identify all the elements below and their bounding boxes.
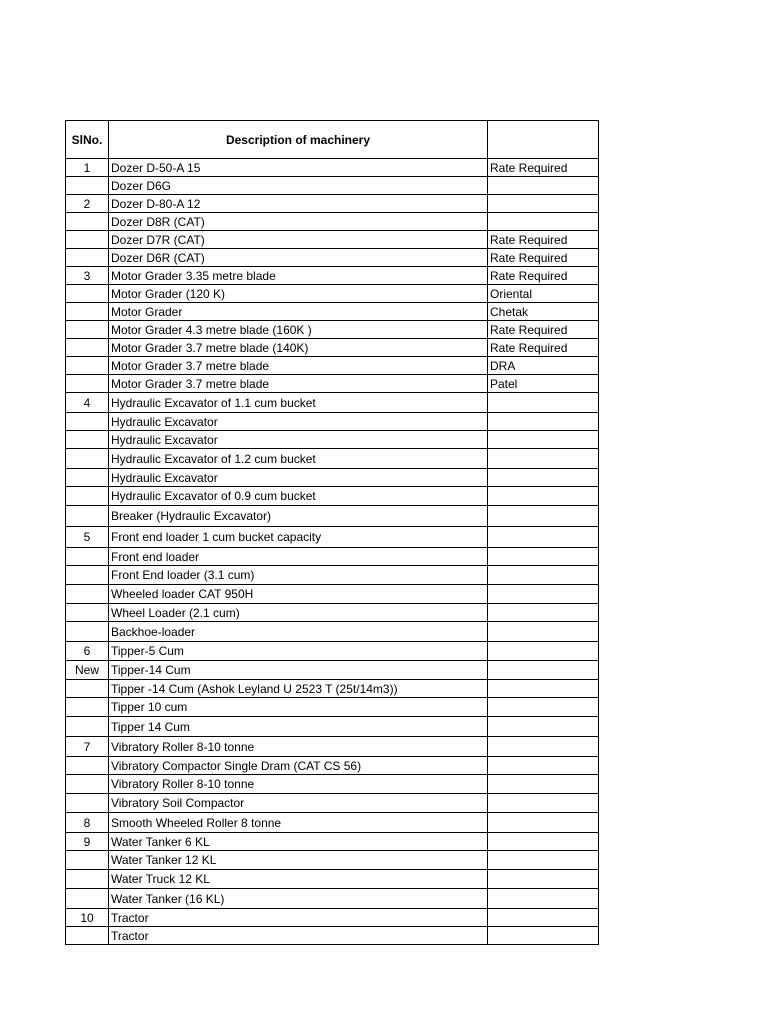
cell-sl-no[interactable] xyxy=(66,339,109,357)
cell-sl-no[interactable] xyxy=(66,717,109,737)
cell-remark[interactable] xyxy=(488,717,599,737)
table-row xyxy=(66,357,599,375)
cell-description[interactable]: Tipper 10 cum xyxy=(109,698,488,717)
table-row xyxy=(66,813,599,833)
table-row xyxy=(66,393,599,413)
cell-description[interactable]: Hydraulic Excavator of 1.1 cum bucket xyxy=(109,393,488,413)
cell-sl-no[interactable] xyxy=(66,487,109,506)
cell-remark[interactable] xyxy=(488,548,599,566)
cell-description[interactable]: Tipper 14 Cum xyxy=(109,717,488,737)
cell-description[interactable]: Vibratory Compactor Single Dram (CAT CS 56) xyxy=(109,757,488,775)
cell-description[interactable]: Hydraulic Excavator xyxy=(109,413,488,431)
cell-sl-no[interactable] xyxy=(66,775,109,794)
cell-description[interactable]: Front end loader xyxy=(109,548,488,566)
cell-description[interactable]: Hydraulic Excavator of 1.2 cum bucket xyxy=(109,449,488,469)
table-row xyxy=(66,889,599,909)
cell-description[interactable]: Vibratory Soil Compactor xyxy=(109,794,488,813)
cell-sl-no[interactable] xyxy=(66,698,109,717)
cell-description[interactable]: Dozer D6R (CAT) xyxy=(109,249,488,267)
cell-description[interactable]: Hydraulic Excavator xyxy=(109,431,488,449)
table-row xyxy=(66,213,599,231)
machinery-table xyxy=(65,120,599,945)
cell-remark[interactable] xyxy=(488,177,599,195)
cell-sl-no[interactable] xyxy=(66,604,109,622)
table-row xyxy=(66,794,599,813)
cell-remark[interactable] xyxy=(488,469,599,487)
cell-description[interactable]: Dozer D-50-A 15 xyxy=(109,159,488,177)
cell-sl-no[interactable]: 7 xyxy=(66,737,109,757)
cell-sl-no[interactable] xyxy=(66,285,109,303)
table-row xyxy=(66,285,599,303)
cell-remark[interactable]: Rate Required xyxy=(488,267,599,285)
cell-sl-no[interactable] xyxy=(66,469,109,487)
cell-remark[interactable]: DRA xyxy=(488,357,599,375)
table-row xyxy=(66,698,599,717)
cell-remark[interactable] xyxy=(488,794,599,813)
cell-remark[interactable] xyxy=(488,889,599,909)
cell-remark[interactable] xyxy=(488,506,599,527)
header-row xyxy=(66,121,599,159)
cell-remark[interactable] xyxy=(488,680,599,698)
cell-sl-no[interactable]: 3 xyxy=(66,267,109,285)
cell-description[interactable]: Hydraulic Excavator of 0.9 cum bucket xyxy=(109,487,488,506)
cell-remark[interactable] xyxy=(488,927,599,945)
cell-description[interactable]: Motor Grader xyxy=(109,303,488,321)
cell-remark[interactable]: Rate Required xyxy=(488,339,599,357)
table-row xyxy=(66,680,599,698)
cell-description[interactable]: Water Tanker (16 KL) xyxy=(109,889,488,909)
cell-remark[interactable] xyxy=(488,698,599,717)
cell-sl-no[interactable] xyxy=(66,177,109,195)
table-row xyxy=(66,469,599,487)
table-row xyxy=(66,833,599,851)
cell-sl-no[interactable] xyxy=(66,680,109,698)
cell-description[interactable]: Tipper-14 Cum xyxy=(109,661,488,680)
table-row xyxy=(66,757,599,775)
cell-sl-no[interactable] xyxy=(66,506,109,527)
cell-description[interactable]: Tractor xyxy=(109,927,488,945)
cell-remark[interactable] xyxy=(488,195,599,213)
cell-sl-no[interactable] xyxy=(66,431,109,449)
table-row xyxy=(66,249,599,267)
cell-sl-no[interactable] xyxy=(66,548,109,566)
cell-sl-no[interactable] xyxy=(66,851,109,870)
cell-sl-no[interactable] xyxy=(66,213,109,231)
cell-remark[interactable] xyxy=(488,833,599,851)
table-row xyxy=(66,159,599,177)
table-row xyxy=(66,375,599,393)
cell-remark[interactable] xyxy=(488,585,599,604)
cell-sl-no[interactable] xyxy=(66,757,109,775)
table-row xyxy=(66,195,599,213)
cell-sl-no[interactable] xyxy=(66,357,109,375)
table-row xyxy=(66,604,599,622)
cell-remark[interactable] xyxy=(488,870,599,889)
cell-description[interactable]: Motor Grader 3.7 metre blade xyxy=(109,375,488,393)
header-description[interactable]: Description of machinery xyxy=(109,121,488,159)
cell-description[interactable]: Dozer D6G xyxy=(109,177,488,195)
cell-remark[interactable] xyxy=(488,413,599,431)
cell-sl-no[interactable]: 2 xyxy=(66,195,109,213)
cell-remark[interactable] xyxy=(488,851,599,870)
table-row xyxy=(66,622,599,642)
cell-sl-no[interactable] xyxy=(66,889,109,909)
cell-sl-no[interactable] xyxy=(66,794,109,813)
header-sl-no[interactable]: SlNo. xyxy=(66,121,109,159)
cell-remark[interactable] xyxy=(488,757,599,775)
cell-sl-no[interactable] xyxy=(66,321,109,339)
cell-remark[interactable] xyxy=(488,909,599,927)
cell-description[interactable]: Motor Grader 4.3 metre blade (160K ) xyxy=(109,321,488,339)
table-row xyxy=(66,927,599,945)
cell-description[interactable]: Wheeled loader CAT 950H xyxy=(109,585,488,604)
cell-description[interactable]: Tipper-5 Cum xyxy=(109,642,488,661)
cell-sl-no[interactable] xyxy=(66,622,109,642)
cell-remark[interactable]: Rate Required xyxy=(488,159,599,177)
cell-description[interactable]: Smooth Wheeled Roller 8 tonne xyxy=(109,813,488,833)
cell-sl-no[interactable] xyxy=(66,375,109,393)
table-row xyxy=(66,267,599,285)
cell-description[interactable]: Tipper -14 Cum (Ashok Leyland U 2523 T (25t/14m3)) xyxy=(109,680,488,698)
table-row xyxy=(66,566,599,585)
cell-description[interactable]: Water Tanker 6 KL xyxy=(109,833,488,851)
cell-description[interactable]: Dozer D-80-A 12 xyxy=(109,195,488,213)
cell-sl-no[interactable]: 1 xyxy=(66,159,109,177)
cell-sl-no[interactable] xyxy=(66,231,109,249)
cell-remark[interactable] xyxy=(488,604,599,622)
cell-sl-no[interactable]: 9 xyxy=(66,833,109,851)
cell-remark[interactable] xyxy=(488,813,599,833)
cell-sl-no[interactable] xyxy=(66,413,109,431)
cell-remark[interactable]: Rate Required xyxy=(488,249,599,267)
table-row xyxy=(66,487,599,506)
cell-description[interactable]: Tractor xyxy=(109,909,488,927)
table-row xyxy=(66,737,599,757)
table-row xyxy=(66,321,599,339)
cell-sl-no[interactable] xyxy=(66,585,109,604)
table-body xyxy=(66,159,599,945)
cell-description[interactable]: Hydraulic Excavator xyxy=(109,469,488,487)
table-row xyxy=(66,851,599,870)
table-row xyxy=(66,339,599,357)
table-row xyxy=(66,303,599,321)
table-row xyxy=(66,527,599,548)
cell-remark[interactable]: Rate Required xyxy=(488,321,599,339)
cell-remark[interactable] xyxy=(488,737,599,757)
cell-sl-no[interactable] xyxy=(66,870,109,889)
cell-remark[interactable] xyxy=(488,393,599,413)
table-row xyxy=(66,449,599,469)
table-row xyxy=(66,548,599,566)
cell-description[interactable]: Wheel Loader (2.1 cum) xyxy=(109,604,488,622)
table-row xyxy=(66,231,599,249)
cell-sl-no[interactable]: 6 xyxy=(66,642,109,661)
cell-description[interactable]: Motor Grader 3.7 metre blade xyxy=(109,357,488,375)
cell-description[interactable]: Front End loader (3.1 cum) xyxy=(109,566,488,585)
cell-description[interactable]: Motor Grader 3.35 metre blade xyxy=(109,267,488,285)
cell-sl-no[interactable]: 8 xyxy=(66,813,109,833)
cell-description[interactable]: Vibratory Roller 8-10 tonne xyxy=(109,775,488,794)
cell-remark[interactable] xyxy=(488,449,599,469)
cell-remark[interactable] xyxy=(488,487,599,506)
table-row xyxy=(66,909,599,927)
table-row xyxy=(66,661,599,680)
cell-sl-no[interactable]: 5 xyxy=(66,527,109,548)
table-row xyxy=(66,413,599,431)
cell-sl-no[interactable]: New xyxy=(66,661,109,680)
cell-remark[interactable]: Rate Required xyxy=(488,231,599,249)
cell-sl-no[interactable]: 10 xyxy=(66,909,109,927)
cell-sl-no[interactable] xyxy=(66,566,109,585)
cell-description[interactable]: Front end loader 1 cum bucket capacity xyxy=(109,527,488,548)
table-row xyxy=(66,585,599,604)
table-row xyxy=(66,431,599,449)
cell-description[interactable]: Vibratory Roller 8-10 tonne xyxy=(109,737,488,757)
cell-sl-no[interactable] xyxy=(66,449,109,469)
cell-sl-no[interactable] xyxy=(66,927,109,945)
table-row xyxy=(66,717,599,737)
cell-remark[interactable] xyxy=(488,622,599,642)
cell-remark[interactable] xyxy=(488,213,599,231)
table-row xyxy=(66,870,599,889)
cell-remark[interactable] xyxy=(488,661,599,680)
cell-description[interactable]: Dozer D7R (CAT) xyxy=(109,231,488,249)
cell-description[interactable]: Breaker (Hydraulic Excavator) xyxy=(109,506,488,527)
cell-remark[interactable] xyxy=(488,566,599,585)
cell-description[interactable]: Motor Grader 3.7 metre blade (140K) xyxy=(109,339,488,357)
cell-description[interactable]: Motor Grader (120 K) xyxy=(109,285,488,303)
cell-remark[interactable]: Chetak xyxy=(488,303,599,321)
cell-description[interactable]: Water Truck 12 KL xyxy=(109,870,488,889)
cell-sl-no[interactable] xyxy=(66,249,109,267)
cell-sl-no[interactable] xyxy=(66,303,109,321)
cell-remark[interactable] xyxy=(488,642,599,661)
cell-description[interactable]: Dozer D8R (CAT) xyxy=(109,213,488,231)
cell-remark[interactable]: Oriental xyxy=(488,285,599,303)
table-row xyxy=(66,642,599,661)
cell-remark[interactable] xyxy=(488,431,599,449)
header-remark[interactable] xyxy=(488,121,599,159)
cell-remark[interactable] xyxy=(488,775,599,794)
cell-description[interactable]: Water Tanker 12 KL xyxy=(109,851,488,870)
cell-sl-no[interactable]: 4 xyxy=(66,393,109,413)
cell-remark[interactable]: Patel xyxy=(488,375,599,393)
cell-remark[interactable] xyxy=(488,527,599,548)
cell-description[interactable]: Backhoe-loader xyxy=(109,622,488,642)
table-row xyxy=(66,775,599,794)
table-row xyxy=(66,177,599,195)
table-row xyxy=(66,506,599,527)
